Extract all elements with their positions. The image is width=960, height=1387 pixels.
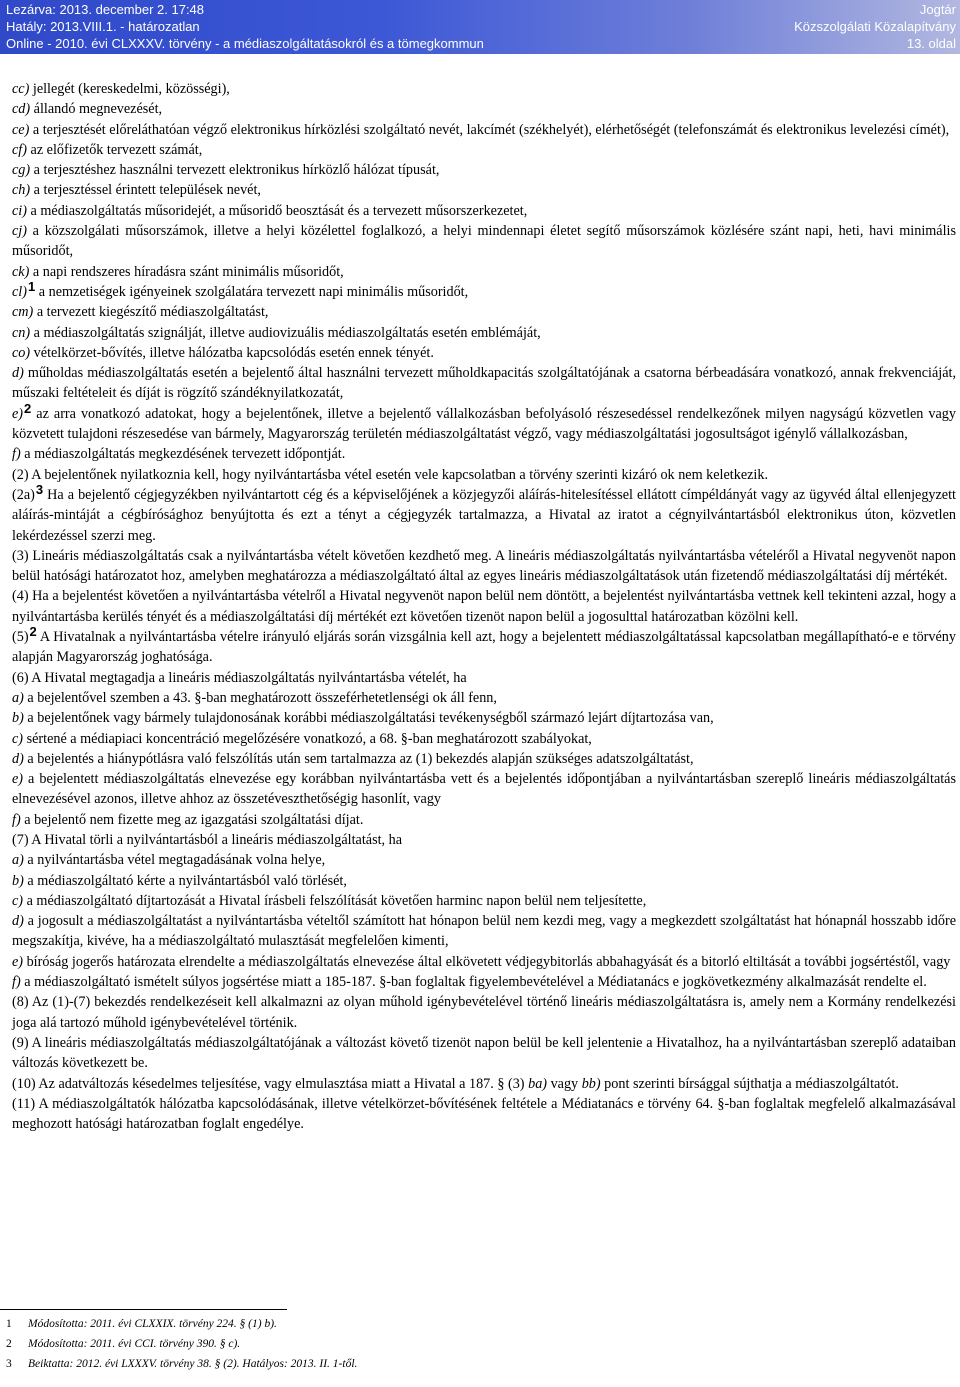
paragraph bbox=[12, 1074, 956, 1094]
paragraph-text: sértené a médiapiaci koncentráció megelőzésére vonatkozó, a 68. §-ban meghatározott szabályokat, bbox=[23, 730, 592, 747]
paragraph bbox=[12, 850, 956, 870]
paragraph-text: Ha a bejelentő cégjegyzékben nyilvántartott cég és a képviselőjének a közjegyzői aláírás-hitelesítéssel ellátott címpéldányát vagy az ügyvéd által ellenjegyzett aláírás-mintáját a cégbírósághoz benyújtotta és ezt a tényt a cégjegyzék tartalmazza, a Hivatal az iratot a cégnyilvántartásból elektronikus úton, közvetlen lekérdezéssel szerzi meg. bbox=[12, 486, 956, 544]
paragraph bbox=[12, 221, 956, 262]
paragraph bbox=[12, 278, 956, 302]
paragraph-text: jellegét (kereskedelmi, közösségi), bbox=[29, 81, 230, 97]
point-label: cd) bbox=[12, 101, 31, 118]
document-body bbox=[12, 79, 956, 1134]
paragraph bbox=[12, 79, 956, 99]
paragraph bbox=[12, 972, 956, 992]
paragraph bbox=[12, 952, 956, 972]
footnote-item bbox=[6, 1354, 906, 1374]
paragraph-text: műholdas médiaszolgáltatás esetén a bejelentő által használni tervezett műholdkapacitás szolgáltatójának a csatorna bérbeadására vonatkozó, annak frekvenciáját, műszaki feltételeit és díját is rögzítő szándéknyilatkozatát, bbox=[12, 365, 956, 402]
paragraph-text: a jogosult a médiaszolgáltatást a nyilvántartásba vételtől számított hat hónapon belül nem kezdi meg, vagy a megkezdett szolgáltatást hat hónapnál hosszabb időre megszakítja, kivéve, ha a médiaszolgáltató mulasztását megfelelően kimenti, bbox=[12, 913, 956, 950]
point-label: f) bbox=[12, 446, 21, 463]
paragraph-prefix: (2a) bbox=[12, 486, 35, 503]
paragraph bbox=[12, 465, 956, 485]
paragraph-text: a bejelentés a hiánypótlásra való felszólítás után sem tartalmazza az (1) bekezdés alapján szükséges adatszolgáltatást, bbox=[23, 750, 694, 767]
point-label: cc) bbox=[12, 81, 30, 97]
paragraph bbox=[12, 830, 956, 850]
point-label: cn) bbox=[12, 324, 31, 341]
point-label: ci) bbox=[12, 202, 27, 219]
paragraph-text: a tervezett kiegészítő médiaszolgáltatást, bbox=[33, 304, 269, 321]
point-label: e) bbox=[12, 405, 24, 422]
paragraph bbox=[12, 400, 956, 445]
paragraph-text: állandó megnevezését, bbox=[30, 101, 163, 118]
point-label: a) bbox=[12, 852, 24, 869]
paragraph bbox=[12, 729, 956, 749]
paragraph-text: a nyilvántartásba vétel megtagadásának volna helye, bbox=[23, 852, 326, 869]
paragraph-text: (4) Ha a bejelentést követően a nyilvántartásba vételről a Hivatal negyvenöt napon belül nem döntött, a bejelentést nyilvántartásba vettnek kell tekinteni azzal, hogy a nyilvántartásba kerülés tényét és a médiaszolgáltatási díj mértékét ezt követően tizenöt napon belül a jogosulttal határozatban közölni kell. bbox=[12, 588, 956, 625]
footnotes bbox=[6, 1314, 906, 1374]
paragraph-text: vételkörzet-bővítés, illetve hálózatba kapcsolódás esetén ennek tényét. bbox=[30, 344, 434, 361]
header-left bbox=[6, 1, 484, 52]
paragraph bbox=[12, 668, 956, 688]
point-reference: ba) bbox=[528, 1075, 548, 1092]
footnote-marker[interactable]: 2 bbox=[24, 400, 32, 416]
point-label: d) bbox=[12, 365, 24, 382]
point-label: a) bbox=[12, 689, 24, 706]
paragraph bbox=[12, 201, 956, 221]
point-label: cj) bbox=[12, 223, 27, 240]
point-label: ck) bbox=[12, 263, 30, 280]
paragraph-text: a terjesztéshez használni tervezett elektronikus hírközlő hálózat típusát, bbox=[30, 162, 440, 179]
paragraph-text: (7) A Hivatal törli a nyilvántartásból a lineáris médiaszolgáltatást, ha bbox=[12, 831, 403, 848]
header-page-number: 13. oldal bbox=[906, 36, 956, 51]
footnote-text: Beiktatta: 2012. évi LXXXV. törvény 38. § (2). Hatályos: 2013. II. 1-től. bbox=[28, 1358, 358, 1370]
footnote-item bbox=[6, 1334, 906, 1354]
paragraph bbox=[12, 871, 956, 891]
paragraph-text: a bejelentő nem fizette meg az igazgatási szolgáltatási díjat. bbox=[20, 811, 364, 828]
footnote-number: 3 bbox=[6, 1358, 12, 1370]
paragraph bbox=[12, 586, 956, 627]
paragraph-text: (3) Lineáris médiaszolgáltatás csak a nyilvántartásba vételt követően kezdhető meg. A lineáris médiaszolgáltatás nyilvántartásba vételéről a Hivatal negyvenöt napon belül hatósági határozatot hoz, amelyben meghatározza a médiaszolgáltató által az egyes lineáris médiaszolgáltatások után fizetendő médiaszolgáltatási díj mértékét. bbox=[12, 547, 956, 585]
point-label: e) bbox=[12, 953, 24, 970]
footnote-text: Módosította: 2011. évi CLXXIX. törvény 224. § (1) b). bbox=[28, 1318, 277, 1330]
point-label: d) bbox=[12, 913, 24, 930]
paragraph bbox=[12, 120, 956, 140]
header-product-name: Jogtár bbox=[919, 2, 956, 17]
footnote-marker[interactable]: 3 bbox=[35, 481, 44, 497]
footnote-number: 1 bbox=[6, 1318, 12, 1330]
point-label: ch) bbox=[12, 182, 31, 199]
document-header bbox=[0, 0, 960, 54]
paragraph-text: bíróság jogerős határozata elrendelte a médiaszolgáltatás elnevezése által elkövetett védjegybitorlás abbahagyását és a bitorló eltiltását a további jogsértéstől, vagy bbox=[23, 953, 951, 970]
header-law-title: Online - 2010. évi CLXXXV. törvény - a médiaszolgáltatásokról és a tömegkommun bbox=[6, 36, 484, 51]
paragraph bbox=[12, 810, 956, 830]
header-validity: Hatály: 2013.VIII.1. - határozatlan bbox=[6, 19, 200, 34]
paragraph-text: az előfizetők tervezett számát, bbox=[26, 141, 203, 158]
point-label: b) bbox=[12, 872, 24, 889]
paragraph bbox=[12, 99, 956, 119]
point-label: b) bbox=[12, 710, 24, 727]
paragraph-text: (8) Az (1)-(7) bekezdés rendelkezéseit kell alkalmazni az olyan műhold igénybevételével történő lineáris médiaszolgáltatásra is, amely nem a Kormány rendelkezési joga alá tartozó műhold igénybevételével történik. bbox=[12, 994, 956, 1031]
paragraph bbox=[12, 363, 956, 404]
paragraph bbox=[12, 262, 956, 282]
paragraph bbox=[12, 769, 956, 810]
paragraph-text: a közszolgálati műsorszámok, illetve a helyi közélettel foglalkozó, a helyi mindennapi életet segítő műsorszámok közlésére szánt napi, heti, havi minimális műsoridőt, bbox=[12, 223, 956, 260]
paragraph-text: a bejelentővel szemben a 43. §-ban meghatározott összeférhetetlenségi ok áll fenn, bbox=[23, 689, 497, 706]
point-label: d) bbox=[12, 750, 24, 767]
paragraph-connector: vagy bbox=[547, 1075, 582, 1092]
footnote-item bbox=[6, 1314, 906, 1334]
point-label: ce) bbox=[12, 121, 30, 138]
paragraph-text: (6) A Hivatal megtagadja a lineáris médiaszolgáltatás nyilvántartásba vételét, ha bbox=[12, 669, 467, 686]
paragraph-text: (11) A médiaszolgáltatók hálózatba kapcsolódásának, illetve vételkörzet-bővítésének feltétele a Médiatanács e törvény 64. §-ban foglaltak megfelelő alkalmazásával meghozott hatósági határozatban foglalt engedélye. bbox=[12, 1095, 956, 1133]
paragraph bbox=[12, 1094, 956, 1135]
paragraph-text: a bejelentőnek vagy bármely tulajdonosának korábbi médiaszolgáltatási tevékenységből származó lejárt díjtartozása van, bbox=[23, 710, 714, 727]
paragraph bbox=[12, 911, 956, 952]
paragraph-text: a napi rendszeres híradásra szánt minimális műsoridőt, bbox=[29, 263, 344, 280]
paragraph-text: a terjesztéssel érintett települések nevét, bbox=[30, 182, 261, 199]
paragraph bbox=[12, 160, 956, 180]
point-reference: bb) bbox=[581, 1075, 601, 1092]
paragraph-text: a nemzetiségek igényeinek szolgálatára tervezett napi minimális műsoridőt, bbox=[35, 283, 469, 300]
paragraph-text: (2) A bejelentőnek nyilatkoznia kell, hogy nyilvántartásba vétel esetén vele kapcsolatban a törvény szerinti kizáró ok nem keletkezik. bbox=[12, 466, 769, 483]
paragraph-prefix: (5) bbox=[12, 629, 29, 646]
point-label: cf) bbox=[12, 141, 27, 158]
point-label: co) bbox=[12, 344, 31, 361]
header-right bbox=[794, 1, 956, 52]
paragraph-text: az arra vonatkozó adatokat, hogy a bejelentőnek, illetve a bejelentő vállalkozásban befolyásoló részesedéssel rendelkezőnek milyen nagyságú közvetlen vagy közvetett tulajdoni részesedése van bármely, Magyarország területén médiaszolgáltatást végző, vagy médiaszolgáltatási jogosultságot igénylő vállalkozásban, bbox=[12, 405, 956, 443]
paragraph bbox=[12, 444, 956, 464]
paragraph-text: a médiaszolgáltatás megkezdésének tervezett időpontját. bbox=[20, 446, 346, 463]
point-label: cg) bbox=[12, 162, 31, 179]
paragraph bbox=[12, 302, 956, 322]
point-label: c) bbox=[12, 892, 24, 909]
footnote-text: Módosította: 2011. évi CCI. törvény 390. § c). bbox=[28, 1338, 241, 1350]
point-label: f) bbox=[12, 811, 21, 828]
footnote-divider bbox=[0, 1309, 287, 1310]
paragraph bbox=[12, 708, 956, 728]
paragraph bbox=[12, 180, 956, 200]
paragraph bbox=[12, 992, 956, 1033]
paragraph-text: A Hivatalnak a nyilvántartásba vételre irányuló eljárás során vizsgálnia kell azt, hogy a bejelentett médiaszolgáltatással kapcsolatban megállapítható-e e törvény alapján Magyarország joghatósága. bbox=[12, 629, 956, 666]
paragraph bbox=[12, 891, 956, 911]
paragraph bbox=[12, 624, 956, 668]
footnote-number: 2 bbox=[6, 1338, 12, 1350]
paragraph-text: a terjesztését előreláthatóan végző elektronikus hírközlési szolgáltató nevét, lakcímét (székhelyét), elérhetőségét (telefonszámát és elektronikus levelezési címét), bbox=[29, 121, 950, 138]
paragraph-text: a médiaszolgáltató díjtartozását a Hivatal írásbeli felszólítását követően harminc napon belül nem teljesítette, bbox=[23, 892, 647, 909]
paragraph bbox=[12, 343, 956, 363]
point-label: cl) bbox=[12, 283, 27, 300]
point-label: f) bbox=[12, 974, 21, 991]
paragraph-text: (9) A lineáris médiaszolgáltatás médiaszolgáltatójának a változást követő tizenöt napon belül be kell jelentenie a Hivatalhoz, ha a nyilvántartásban szereplő adataiban változás következett be. bbox=[12, 1034, 956, 1072]
paragraph bbox=[12, 688, 956, 708]
paragraph-text: a médiaszolgáltató kérte a nyilvántartásból való törlését, bbox=[23, 872, 347, 889]
header-closed-date: Lezárva: 2013. december 2. 17:48 bbox=[6, 2, 205, 17]
paragraph bbox=[12, 546, 956, 587]
point-label: e) bbox=[12, 771, 24, 788]
paragraph-text: a médiaszolgáltatás szignálját, illetve audiovizuális médiaszolgáltatás esetén emblémáját, bbox=[30, 324, 541, 341]
paragraph bbox=[12, 323, 956, 343]
point-label: c) bbox=[12, 730, 24, 747]
paragraph bbox=[12, 749, 956, 769]
paragraph-text: a médiaszolgáltatás műsoridejét, a műsoridő beosztását és a tervezett műsorszerkezetet, bbox=[26, 202, 528, 219]
paragraph bbox=[12, 1033, 956, 1074]
paragraph-text: a bejelentett médiaszolgáltatás elnevezése egy korábban nyilvántartásba vett és a bejelentés időpontjában a nyilvántartásban szereplő lineáris médiaszolgáltatás elnevezésével azonos, illetve ahhoz az összetéveszthetőségig hasonlít, vagy bbox=[12, 771, 956, 808]
header-licensee: Közszolgálati Közalapítvány bbox=[794, 19, 956, 34]
paragraph bbox=[12, 140, 956, 160]
point-label: cm) bbox=[12, 304, 34, 321]
paragraph-text: pont szerinti bírsággal sújthatja a médiaszolgáltatót. bbox=[600, 1075, 899, 1092]
footnote-marker[interactable]: 2 bbox=[29, 624, 37, 640]
footnote-marker[interactable]: 1 bbox=[27, 278, 36, 294]
paragraph-prefix: (10) Az adatváltozás késedelmes teljesítése, vagy elmulasztása miatt a Hivatal a 187. § (3) bbox=[12, 1075, 529, 1092]
paragraph-text: a médiaszolgáltató ismételt súlyos jogsértése miatt a 185-187. §-ban foglaltak figyelembevételével a Médiatanács e jogkövetkezmény alkalmazását rendelte el. bbox=[20, 974, 927, 991]
paragraph bbox=[12, 481, 956, 546]
